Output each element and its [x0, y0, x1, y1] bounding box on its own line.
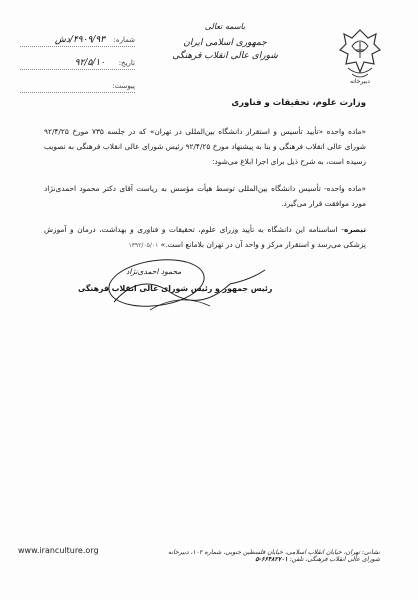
phone-number: ۶۶۴۸۲۷۰۱-۵ [255, 556, 288, 563]
bismillah: باسمه تعالی [204, 22, 246, 31]
note-date: ۱۳۹۲/۰۵/۰۱ [128, 242, 159, 249]
attachment-row [20, 72, 135, 93]
paragraph-article: «ماده واحده- تأسیس دانشگاه بین‌المللی توسط هیأت مؤسس به ریاست آقای دکتر محمود احمدی‌نژاد مورد موافقت قرار می‌گیرد. [44, 184, 366, 208]
date-row [20, 49, 135, 70]
council-emblem-icon [338, 28, 382, 80]
attachment-label: پیوست: [112, 82, 135, 90]
note-text: - اساسنامه این دانشگاه به تأیید وزرای علوم، تحقیقات و فناوری و بهداشت، درمان و آموزش پزشکی می‌رسد و استقرار مرکز و واحد آن در تهران بلامانع است.» [44, 225, 366, 249]
letterhead [165, 22, 285, 63]
number-value: ۴۹۰۹/۹۳/دش [54, 35, 105, 45]
website-link[interactable]: www.iranculture.org [18, 546, 99, 555]
paragraph-note [44, 222, 366, 253]
number-row [20, 26, 135, 47]
date-value: ۹۲/۵/۱۰ [74, 58, 105, 68]
number-label: شماره: [113, 36, 135, 44]
letter-meta [20, 26, 135, 95]
note-lead: تبصره [343, 225, 366, 234]
paragraph-intro: «ماده واحده «تأیید تأسیس و استقرار دانشگاه بین‌المللی در تهران» که در جلسه ۷۳۵ مورخ ۹۲/۴/۲۵ شورای عالی انقلاب فرهنگی و بنا به پیشنهاد مورخ ۹۲/۴/۲۵ رئیس شورای عالی انقلاب فرهنگی به تصویب رسیده است، به شرح ذیل برای اجرا ابلاغ می‌شود: [44, 127, 366, 166]
emblem-caption: دبیرخانه [350, 78, 370, 85]
signatory-name: محمود احمدی‌نژاد [126, 267, 182, 276]
footer-address [160, 549, 380, 563]
date-label: تاریخ: [118, 59, 135, 67]
letterhead-line-2: شورای عالی انقلاب فرهنگی [172, 51, 278, 61]
address-text: نشانی: تهران، خیابان انقلاب اسلامی، خیابان فلسطین جنوبی، شماره ۱۰۲، دبیرخانه شورای عالی انقلاب فرهنگی، تلفن: [168, 549, 380, 563]
addressee: وزارت علوم، تحقیقات و فناوری [231, 98, 366, 108]
signatory-title: رئیس جمهور و رئیس شورای عالی انقلاب فرهنگی [78, 284, 273, 293]
letterhead-line-1: جمهوری اسلامی ایران [183, 38, 267, 48]
